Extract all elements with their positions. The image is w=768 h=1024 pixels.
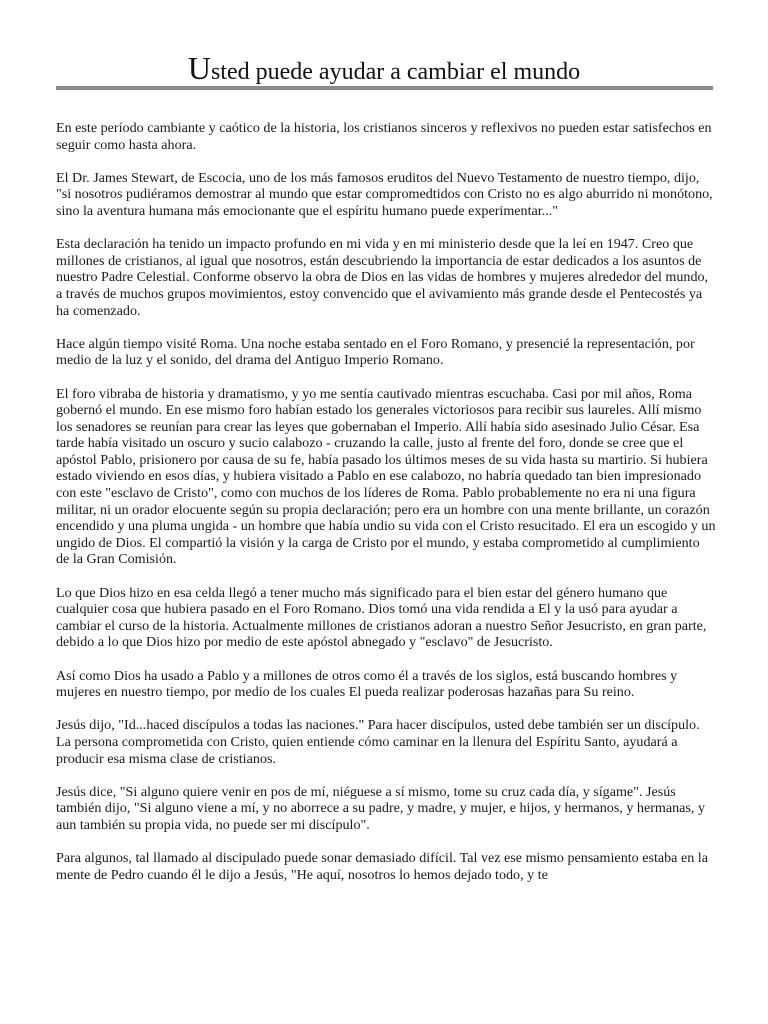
- title-container: [56, 50, 712, 90]
- title-divider: [56, 86, 713, 90]
- paragraph: El foro vibraba de historia y dramatismo, y yo me sentía cautivado mientras escuchaba. Casi por mil años, Roma gobernó el mundo. En ese mismo foro habían estado los generales victoriosos para recibir sus laureles. Allí mismo los senadores se reunían para crear las leyes que gobernaban el Imperio. Allí había sido asesinado Julio César. Esa tarde había visitado un oscuro y sucio calabozo - cruzando la calle, justo al frente del foro, donde se cree que el apóstol Pablo, prisionero por causa de su fe, había pasado los últimos meses de su vida hasta su martirio. Si hubiera estado viviendo en esos días, y hubiera visitado a Pablo en ese calabozo, no habría quedado tan bien impresionado con este "esclavo de Cristo", como con muchos de los líderes de Roma. Pablo probablemente no era ni una figura militar, ni un orador elocuente según su propia declaración; pero era un hombre con una mente brillante, un corazón encendido y una pluma ungida - un hombre que había undio su vida con el Cristo resucitado. El era un escogido y un ungido de Dios. El compartió la visión y la carga de Cristo por el mundo, y estaba comprometido al cumplimiento de la Gran Comisión.: [56, 385, 716, 568]
- title-initial: U: [187, 50, 211, 86]
- paragraph: Para algunos, tal llamado al discipulado puede sonar demasiado difícil. Tal vez ese mismo pensamiento estaba en la mente de Pedro cuando él le dijo a Jesús, "He aquí, nosotros lo hemos dejado todo, y te: [56, 850, 708, 883]
- paragraph: Así como Dios ha usado a Pablo y a millones de otros como él a través de los siglos, está buscando hombres y mujeres en nuestro tiempo, por medio de los cuales El pueda realizar poderosas hazañas para Su reino.: [56, 667, 678, 701]
- paragraph: Jesús dice, "Si alguno quiere venir en pos de mí, niéguese a sí mismo, tome su cruz cada día, y sígame". Jesús también dijo, "Si alguno viene a mí, y no aborrece a su padre, y madre, y mujer, e hijos, y hermanos, y hermanas, y aun también su propia vida, no puede ser mi discípulo".: [56, 783, 706, 833]
- paragraph: Hace algún tiempo visité Roma. Una noche estaba sentado en el Foro Romano, y presencié la representación, por medio de la luz y el sonido, del drama del Antiguo Imperio Romano.: [56, 335, 695, 369]
- paragraph: El Dr. James Stewart, de Escocia, uno de los más famosos eruditos del Nuevo Testamento de nuestro tiempo, dijo, "si nosotros pudiéramos demostrar al mundo que estar compromedtidos con Cristo no es algo aburrido ni monótono, sino la aventura humana más emocionante que el espíritu humano puede experimentar...": [56, 169, 713, 219]
- article-body: [56, 120, 716, 900]
- paragraph: En este período cambiante y caótico de la historia, los cristianos sinceros y reflexivos no pueden estar satisfechos en seguir como hasta ahora.: [56, 120, 712, 153]
- page-title: [56, 50, 712, 90]
- paragraph: Esta declaración ha tenido un impacto profundo en mi vida y en mi ministerio desde que la leí en 1947. Creo que millones de cristianos, al igual que nosotros, están descubriendo la importancia de estar dedicados a los asuntos de nuestro Padre Celestial. Conforme observo la obra de Dios en las vidas de hombres y mujeres alrededor del mundo, a través de muchos grupos movimientos, estoy convencido que el avivamiento más grande desde el Pentecostés ya ha comenzado.: [56, 236, 709, 319]
- paragraph: Jesús dijo, "Id...haced discípulos a todas las naciones." Para hacer discípulos, usted debe también ser un discípulo. La persona comprometida con Cristo, quien entiende cómo caminar en la llenura del Espíritu Santo, ayudará a producir esa misma clase de cristianos.: [56, 717, 700, 767]
- title-text: sted puede ayudar a cambiar el mundo: [210, 59, 581, 85]
- paragraph: Lo que Dios hizo en esa celda llegó a tener mucho más significado para el bien estar del género humano que cualquier cosa que hubiera pasado en el Foro Romano. Dios tomó una vida rendida a El y la usó para ayudar a cambiar el curso de la historia. Actualmente millones de cristianos adoran a nuestro Señor Jesucristo, en gran parte, debido a lo que Dios hizo por medio de este apóstol abnegado y "esclavo" de Jesucristo.: [56, 584, 707, 651]
